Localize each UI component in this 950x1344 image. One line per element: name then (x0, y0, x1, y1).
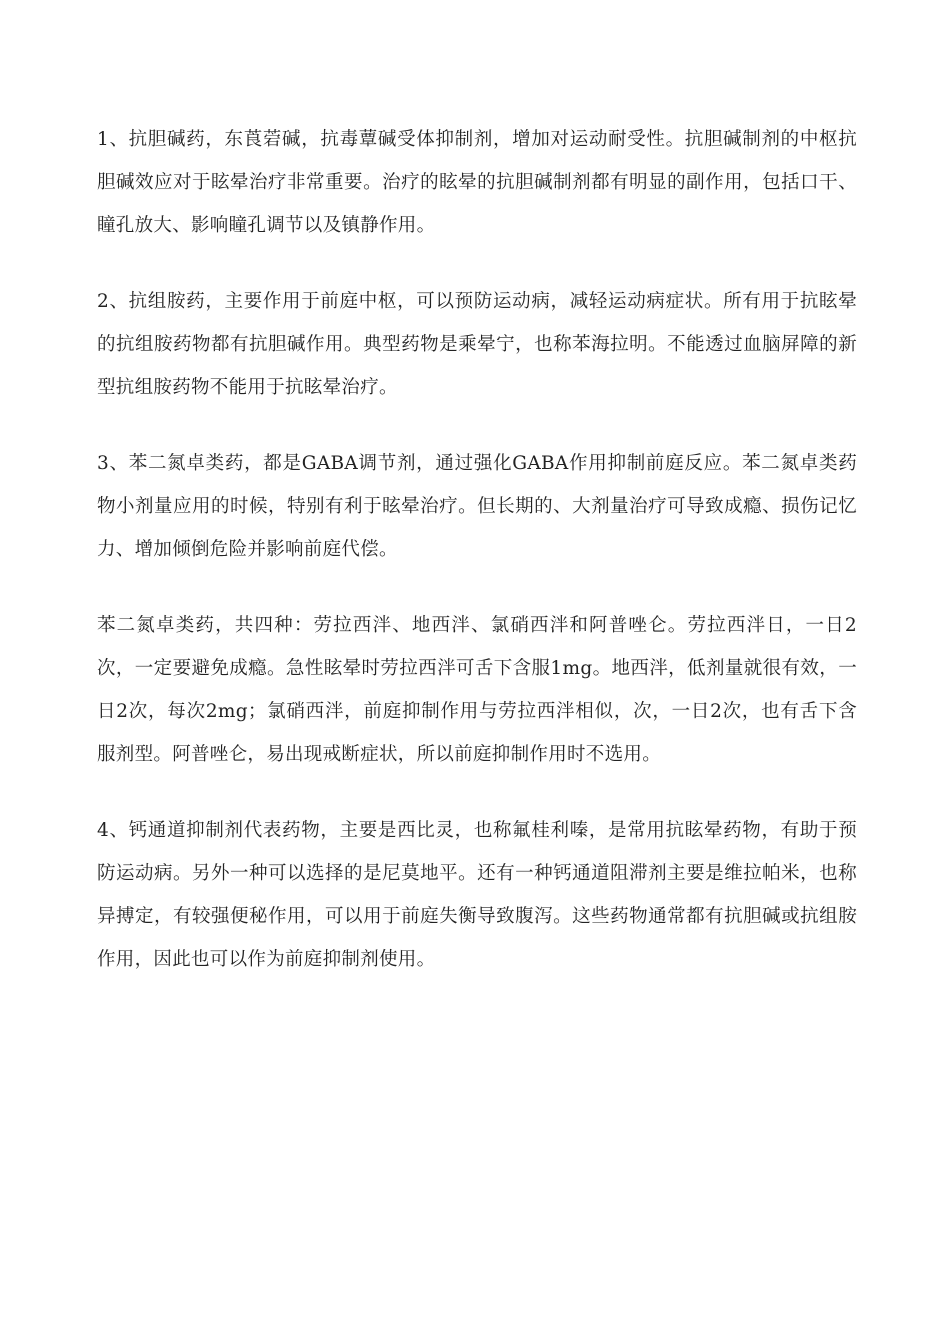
paragraph-benzodiazepine-types: 苯二氮卓类药，共四种：劳拉西泮、地西泮、氯硝西泮和阿普唑仑。劳拉西泮日，一日2次，一定要避免成瘾。急性眩晕时劳拉西泮可舌下含服1mg。地西泮，低剂量就很有效，一日2次，每次2mg；氯硝西泮，前庭抑制作用与劳拉西泮相似，次，一日2次，也有舌下含服剂型。阿普唑仑，易出现戒断症状，所以前庭抑制作用时不选用。 (97, 615, 857, 765)
document-body (97, 118, 857, 981)
paragraph-anticholinergic: 1、抗胆碱药，东莨菪碱，抗毒蕈碱受体抑制剂，增加对运动耐受性。抗胆碱制剂的中枢抗胆碱效应对于眩晕治疗非常重要。治疗的眩晕的抗胆碱制剂都有明显的副作用，包括口干、瞳孔放大、影响瞳孔调节以及镇静作用。 (97, 129, 857, 236)
paragraph-benzodiazepine: 3、苯二氮卓类药，都是GABA调节剂，通过强化GABA作用抑制前庭反应。苯二氮卓类药物小剂量应用的时候，特别有利于眩晕治疗。但长期的、大剂量治疗可导致成瘾、损伤记忆力、增加倾倒危险并影响前庭代偿。 (97, 453, 857, 560)
paragraph-calcium-channel: 4、钙通道抑制剂代表药物，主要是西比灵，也称氟桂利嗪，是常用抗眩晕药物，有助于预防运动病。另外一种可以选择的是尼莫地平。还有一种钙通道阻滞剂主要是维拉帕米，也称异搏定，有较强便秘作用，可以用于前庭失衡导致腹泻。这些药物通常都有抗胆碱或抗组胺作用，因此也可以作为前庭抑制剂使用。 (97, 820, 857, 970)
paragraph-antihistamine: 2、抗组胺药，主要作用于前庭中枢，可以预防运动病，减轻运动病症状。所有用于抗眩晕的抗组胺药物都有抗胆碱作用。典型药物是乘晕宁，也称苯海拉明。不能透过血脑屏障的新型抗组胺药物不能用于抗眩晕治疗。 (97, 291, 857, 398)
